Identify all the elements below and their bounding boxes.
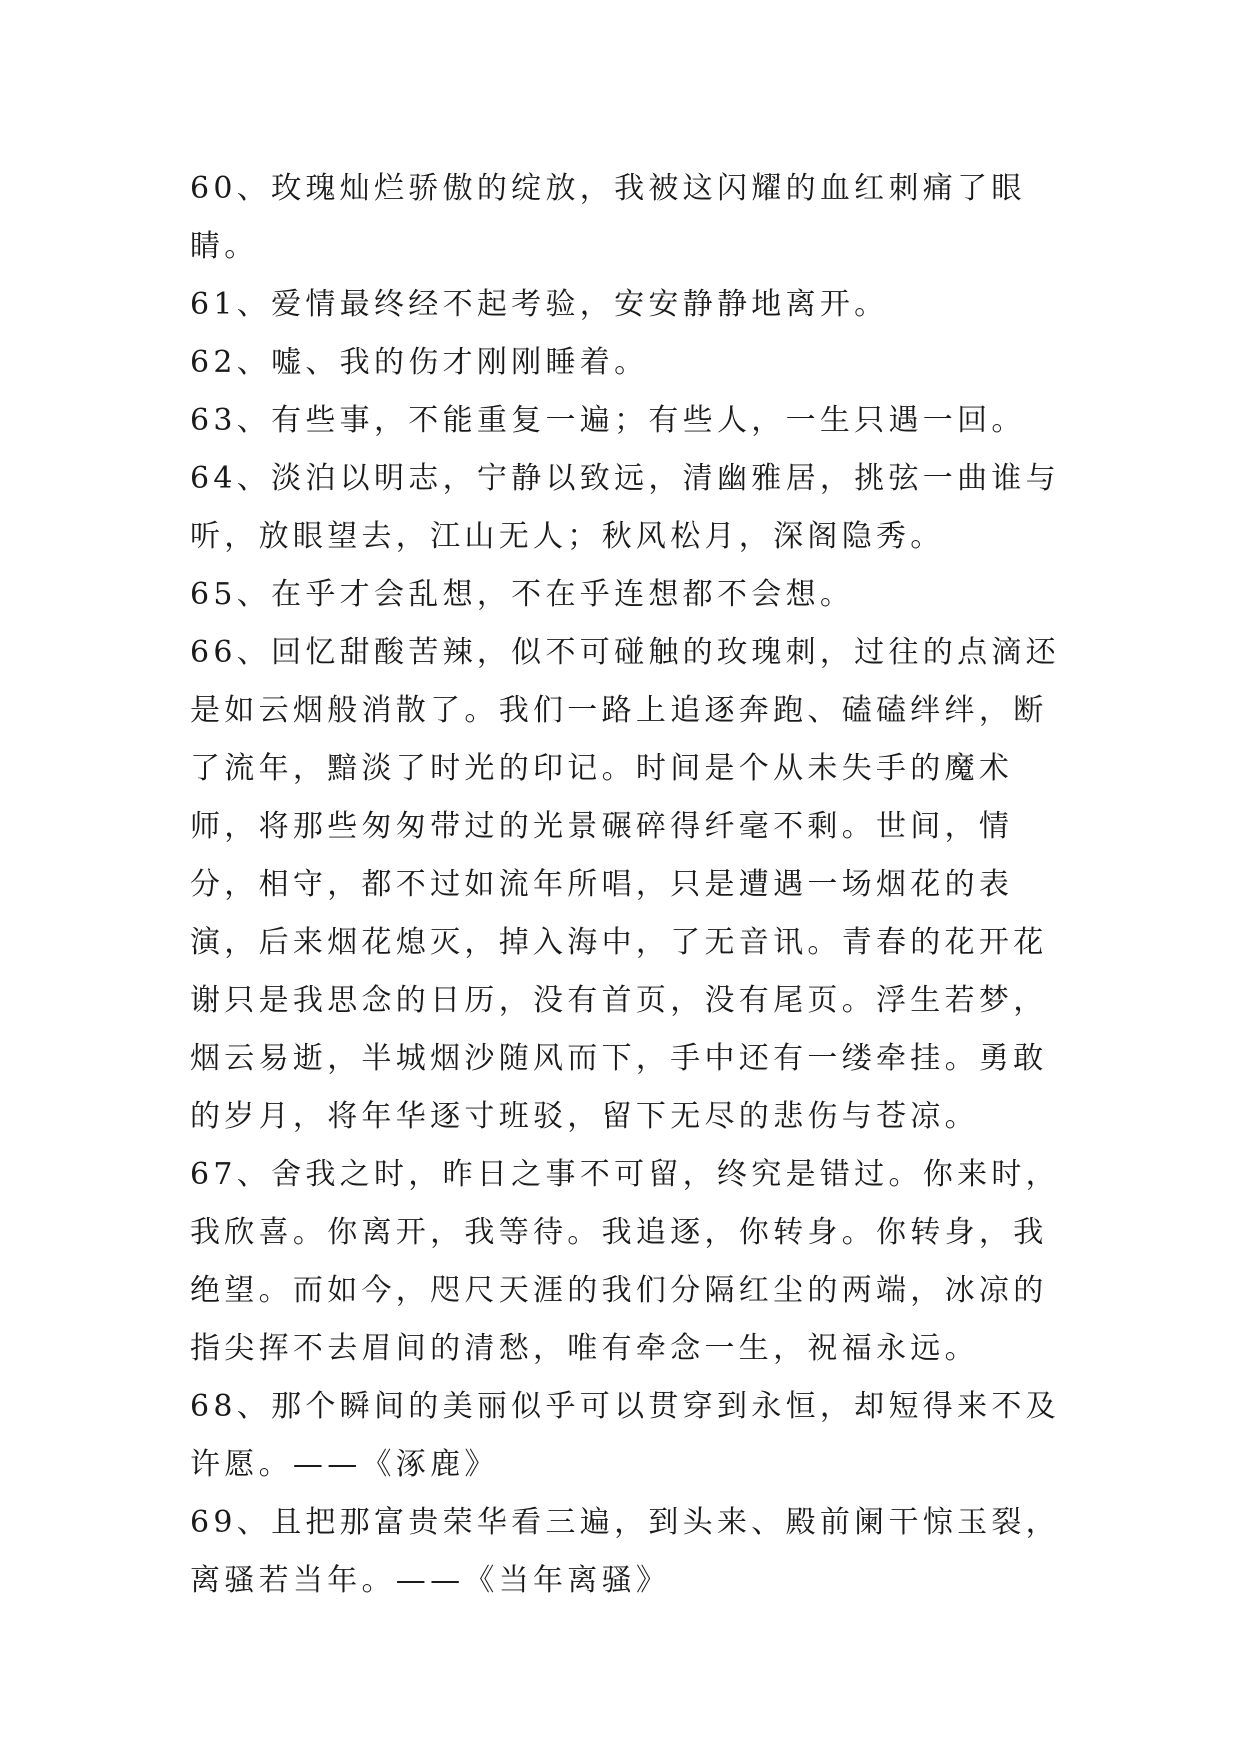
entry-64: 64、淡泊以明志，宁静以致远，清幽雅居，挑弦一曲谁与听，放眼望去，江山无人；秋风松月，深阁隐秀。 (190, 461, 1060, 554)
entry-60: 60、玫瑰灿烂骄傲的绽放，我被这闪耀的血红刺痛了眼睛。 (190, 171, 1026, 264)
entry-62: 62、嘘、我的伤才刚刚睡着。 (190, 345, 649, 380)
document-body (190, 160, 1070, 1610)
entry-63: 63、有些事，不能重复一遍；有些人，一生只遇一回。 (190, 403, 1026, 438)
entry-65: 65、在乎才会乱想，不在乎连想都不会想。 (190, 577, 855, 612)
entry-61: 61、爱情最终经不起考验，安安静静地离开。 (190, 287, 889, 322)
entry-68: 68、那个瞬间的美丽似乎可以贯穿到永恒，却短得来不及许愿。——《涿鹿》 (190, 1389, 1060, 1482)
entry-69: 69、且把那富贵荣华看三遍，到头来、殿前阑干惊玉裂，离骚若当年。——《当年离骚》 (190, 1505, 1060, 1598)
entry-66: 66、回忆甜酸苦辣，似不可碰触的玫瑰刺，过往的点滴还是如云烟般消散了。我们一路上追逐奔跑、磕磕绊绊，断了流年，黯淡了时光的印记。时间是个从未失手的魔术师，将那些匆匆带过的光景碾碎得纤毫不剩。世间，情分，相守，都不过如流年所唱，只是遭遇一场烟花的表演，后来烟花熄灭，掉入海中，了无音讯。青春的花开花谢只是我思念的日历，没有首页，没有尾页。浮生若梦，烟云易逝，半城烟沙随风而下，手中还有一缕牵挂。勇敢的岁月，将年华逐寸班驳，留下无尽的悲伤与苍凉。 (190, 635, 1060, 1134)
entry-67: 67、舍我之时，昨日之事不可留，终究是错过。你来时，我欣喜。你离开，我等待。我追逐，你转身。你转身，我绝望。而如今，咫尺天涯的我们分隔红尘的两端，冰凉的指尖挥不去眉间的清愁，唯有牵念一生，祝福永远。 (190, 1157, 1060, 1366)
